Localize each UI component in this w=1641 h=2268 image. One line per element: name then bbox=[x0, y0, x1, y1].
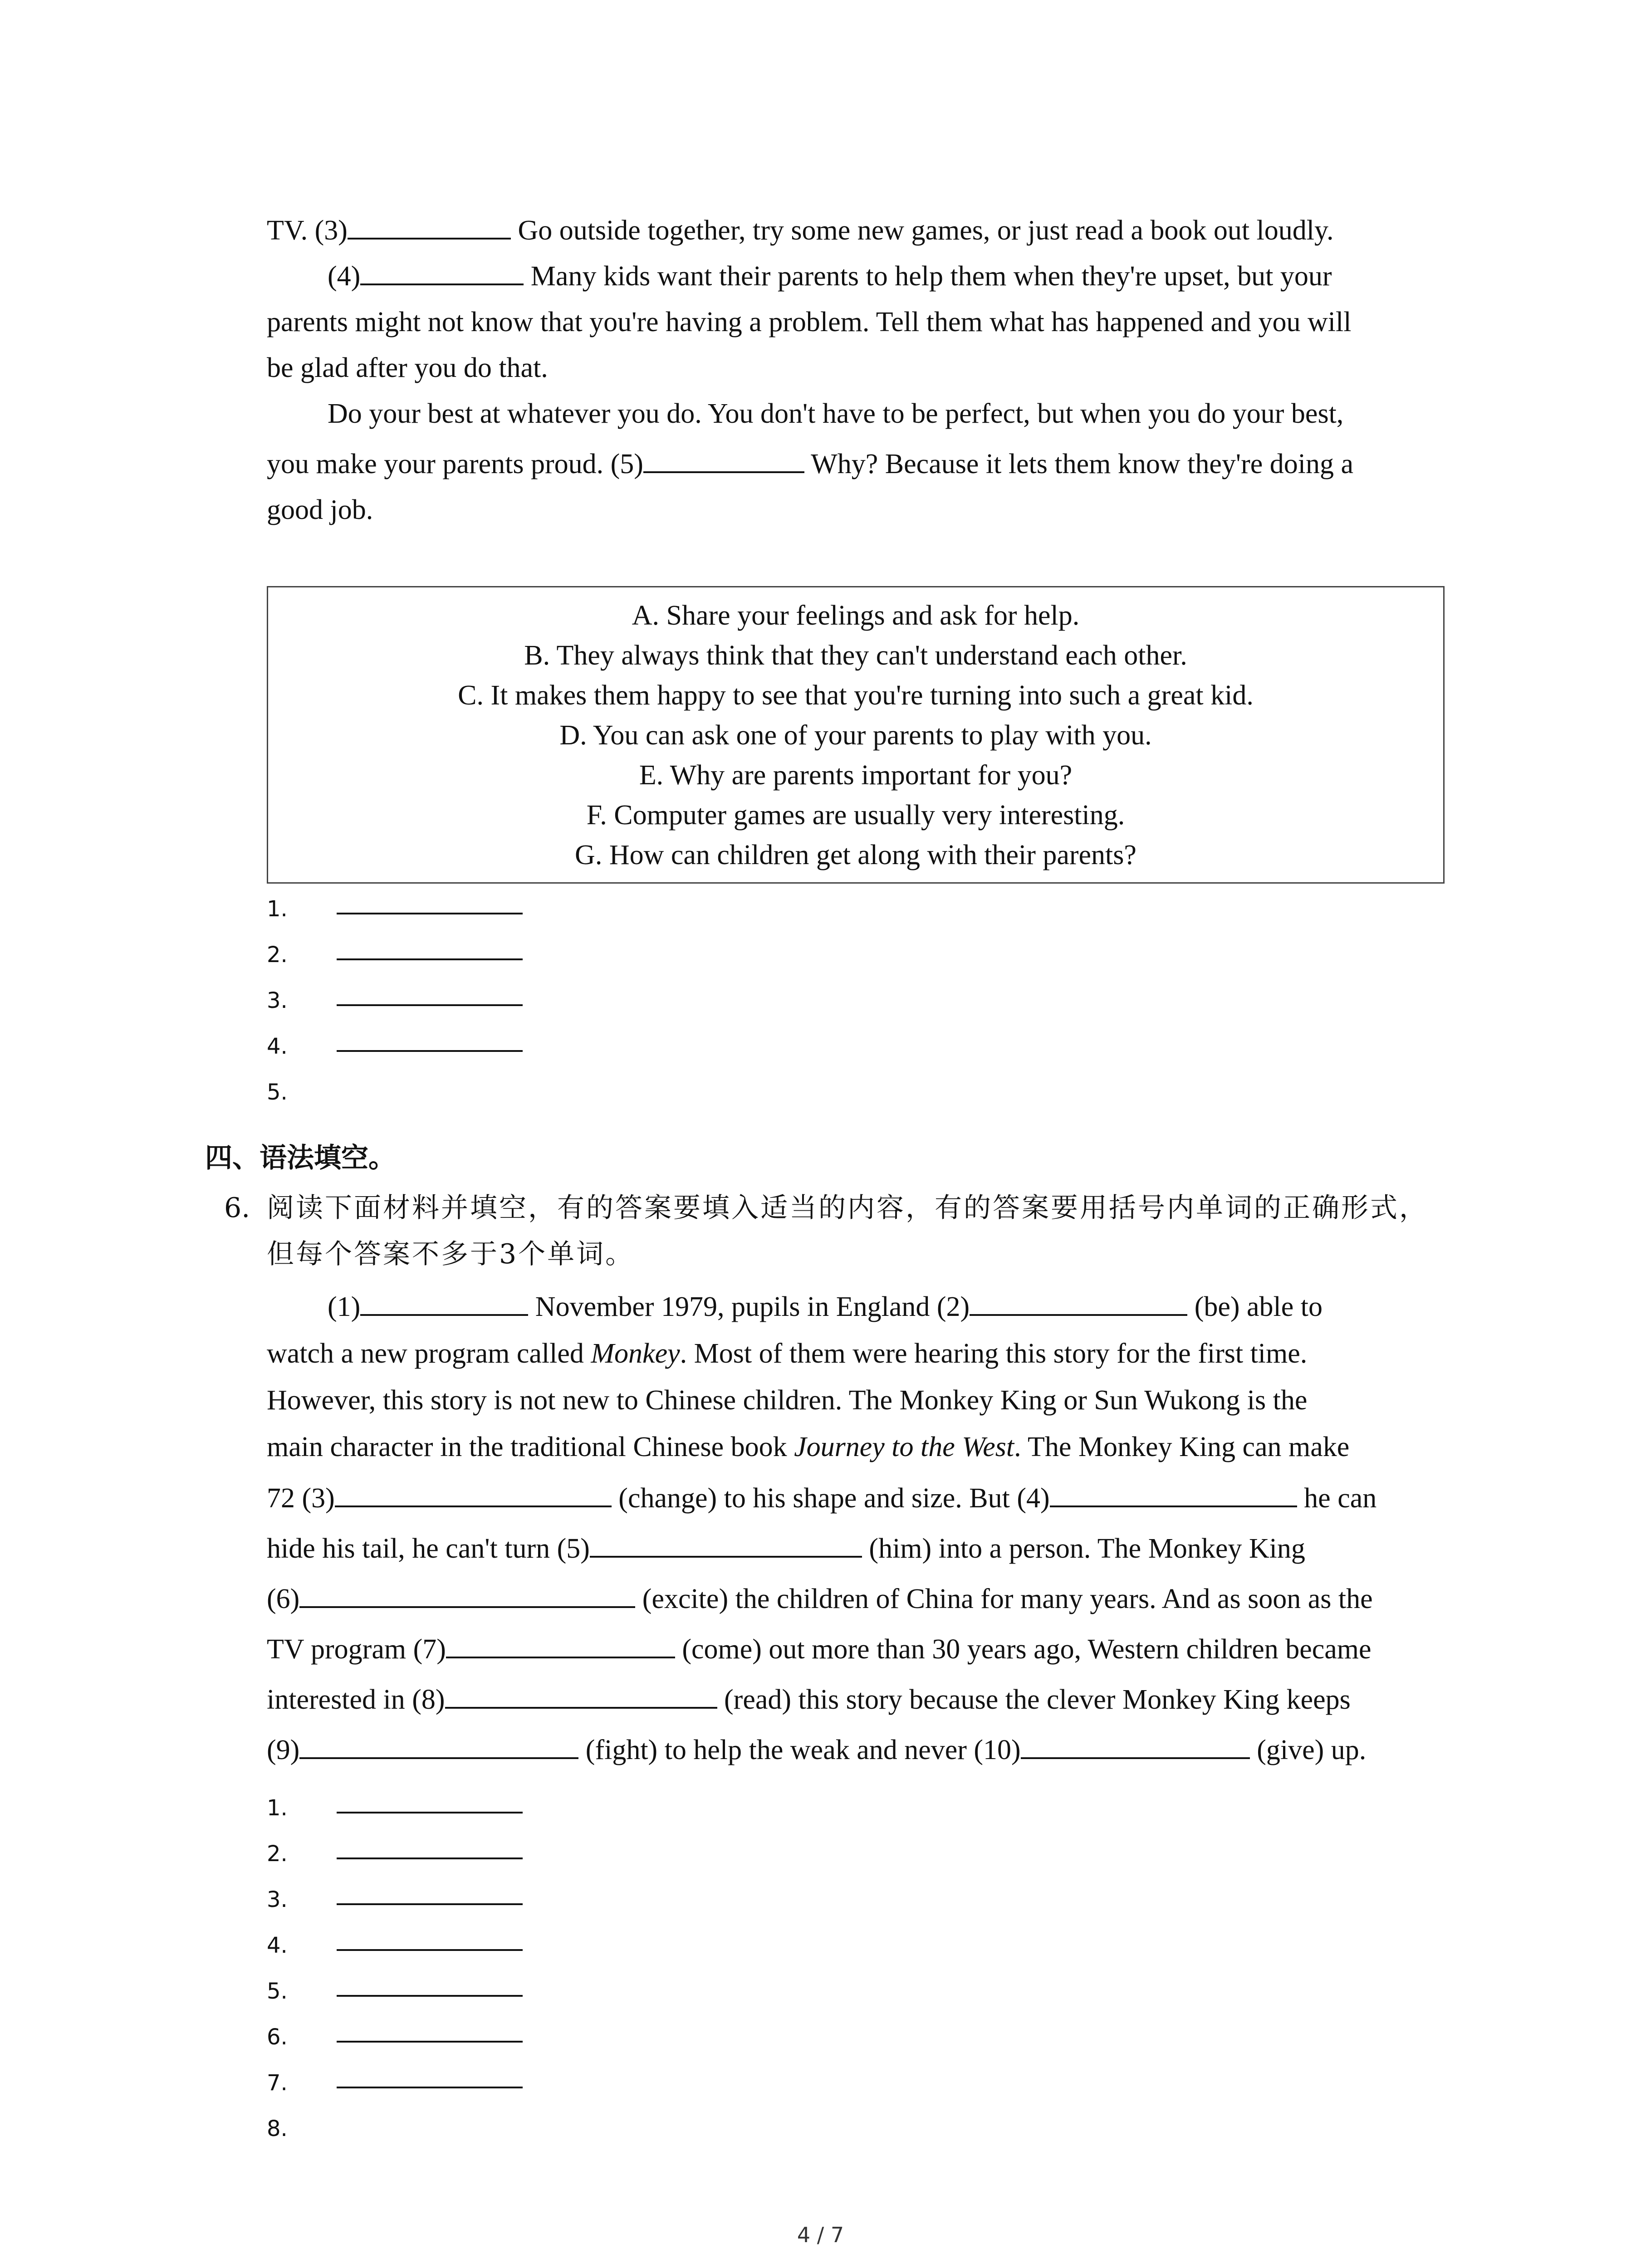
option-d: D. You can ask one of your parents to play with you. bbox=[559, 720, 1152, 751]
answer-row bbox=[267, 2061, 675, 2107]
answer-blank[interactable] bbox=[337, 1903, 523, 1905]
answer-number: 2. bbox=[267, 1841, 288, 1867]
answer-blank[interactable] bbox=[337, 1812, 523, 1813]
blank-6[interactable] bbox=[299, 1581, 635, 1608]
answer-blank[interactable] bbox=[337, 1050, 523, 1052]
passage-line: main character in the traditional Chinese book Journey to the West. The Monkey King can make bbox=[267, 1432, 1350, 1462]
option-f: F. Computer games are usually very interesting. bbox=[586, 800, 1125, 831]
section-heading: 四、语法填空。 bbox=[205, 1142, 396, 1174]
answer-number: 6. bbox=[267, 2024, 288, 2050]
answer-row bbox=[267, 1786, 675, 1832]
answer-blank[interactable] bbox=[337, 1004, 523, 1006]
answer-number: 2. bbox=[267, 942, 288, 968]
passage-line: be glad after you do that. bbox=[267, 352, 548, 383]
answer-blank[interactable] bbox=[337, 2087, 523, 2088]
answer-number: 3. bbox=[267, 988, 288, 1013]
question-number: 6. bbox=[224, 1192, 250, 1224]
answer-row bbox=[267, 1070, 675, 1116]
answer-number: 3. bbox=[267, 1887, 288, 1912]
passage-line: Do your best at whatever you do. You don't have to be perfect, but when you do your best, bbox=[328, 398, 1344, 429]
question-text: 阅读下面材料并填空，有的答案要填入适当的内容，有的答案要用括号内单词的正确形式，但每个答案不多于3个单词。 bbox=[267, 1192, 1428, 1270]
passage-line: (6) (excite) the children of China for many years. And as soon as the bbox=[267, 1576, 1455, 1623]
answer-row bbox=[267, 2015, 675, 2061]
option-a: A. Share your feelings and ask for help. bbox=[632, 600, 1080, 631]
blank-5[interactable] bbox=[590, 1530, 862, 1558]
answer-blank[interactable] bbox=[337, 1949, 523, 1951]
blank-10[interactable] bbox=[1021, 1732, 1250, 1759]
answer-list-grammar bbox=[267, 1786, 675, 2153]
passage-line: 72 (3) (change) to his shape and size. But (4) he can bbox=[267, 1475, 1455, 1522]
answer-row bbox=[267, 1025, 675, 1070]
passage-line: good job. bbox=[267, 494, 373, 525]
passage-line: you make your parents proud. (5) Why? Because it lets them know they're doing a bbox=[267, 441, 1455, 487]
passage-line: (4) Many kids want their parents to help them when they're upset, but your bbox=[267, 254, 1455, 299]
blank-2[interactable] bbox=[970, 1289, 1187, 1316]
blank-7[interactable] bbox=[446, 1631, 675, 1658]
answer-row bbox=[267, 1878, 675, 1924]
answer-row bbox=[267, 1924, 675, 1970]
passage-line: (9) (fight) to help the weak and never (10) (give) up. bbox=[267, 1727, 1455, 1774]
option-b: B. They always think that they can't understand each other. bbox=[524, 640, 1187, 671]
answer-blank[interactable] bbox=[337, 913, 523, 914]
blank-9[interactable] bbox=[299, 1732, 578, 1759]
passage-continued bbox=[267, 208, 1455, 533]
blank-4[interactable] bbox=[1050, 1480, 1297, 1507]
option-g: G. How can children get along with their parents? bbox=[575, 840, 1136, 870]
answer-number: 8. bbox=[267, 2116, 288, 2141]
answer-blank[interactable] bbox=[337, 2041, 523, 2043]
option-e: E. Why are parents important for you? bbox=[639, 760, 1073, 791]
blank-8[interactable] bbox=[445, 1681, 717, 1709]
answer-number: 7. bbox=[267, 2070, 288, 2096]
answer-row bbox=[267, 933, 675, 979]
answer-row bbox=[267, 887, 675, 933]
passage-line: TV program (7) (come) out more than 30 years ago, Western children became bbox=[267, 1626, 1455, 1673]
blank-3[interactable] bbox=[335, 1480, 612, 1507]
passage-line: (1) November 1979, pupils in England (2) (be) able to bbox=[267, 1284, 1455, 1330]
answer-number: 1. bbox=[267, 896, 288, 922]
answer-blank[interactable] bbox=[337, 1995, 523, 1997]
answer-row bbox=[267, 1832, 675, 1878]
passage-line: watch a new program called Monkey. Most of them were hearing this story for the first time. bbox=[267, 1338, 1308, 1369]
answer-number: 4. bbox=[267, 1933, 288, 1958]
answer-number: 5. bbox=[267, 1979, 288, 2004]
passage-line: However, this story is not new to Chinese children. The Monkey King or Sun Wukong is the bbox=[267, 1385, 1308, 1416]
passage-line: parents might not know that you're having a problem. Tell them what has happened and you will bbox=[267, 307, 1352, 337]
page-number: 4 / 7 bbox=[797, 2223, 844, 2247]
answer-number: 5. bbox=[267, 1080, 288, 1105]
blank-5[interactable] bbox=[643, 446, 804, 473]
passage-line: hide his tail, he can't turn (5) (him) into a person. The Monkey King bbox=[267, 1525, 1455, 1572]
answer-number: 4. bbox=[267, 1034, 288, 1059]
passage-line: TV. (3) Go outside together, try some new games, or just read a book out loudly. bbox=[267, 208, 1455, 254]
options-box bbox=[267, 586, 1445, 884]
blank-3[interactable] bbox=[348, 212, 511, 240]
blank-4[interactable] bbox=[360, 258, 524, 285]
answer-row bbox=[267, 2107, 675, 2153]
answer-blank[interactable] bbox=[337, 1857, 523, 1859]
blank-1[interactable] bbox=[360, 1289, 528, 1316]
answer-list-reading bbox=[267, 887, 675, 1116]
passage-monkey-king bbox=[267, 1284, 1455, 1774]
answer-row bbox=[267, 979, 675, 1025]
answer-blank[interactable] bbox=[337, 958, 523, 960]
option-c: C. It makes them happy to see that you're turning into such a great kid. bbox=[458, 680, 1254, 711]
passage-line: interested in (8) (read) this story because the clever Monkey King keeps bbox=[267, 1677, 1455, 1723]
answer-row bbox=[267, 1970, 675, 2015]
answer-number: 1. bbox=[267, 1795, 288, 1821]
